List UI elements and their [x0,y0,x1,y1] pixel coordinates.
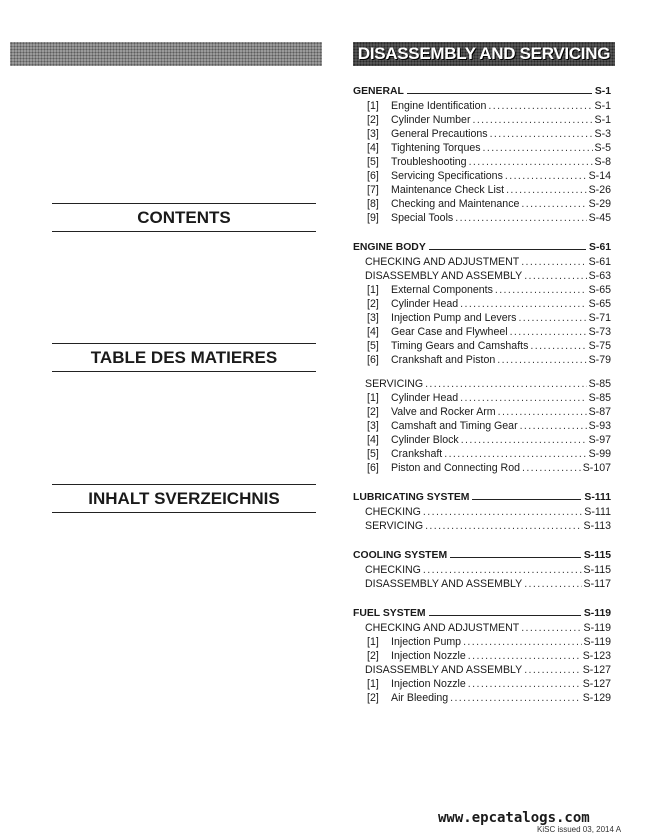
toc-entry-number: [2] [367,406,379,418]
toc-entry-text: General Precautions [391,128,488,140]
dot-leader [522,461,581,475]
toc-entry-label [365,621,519,635]
toc-entry-label [365,255,519,269]
toc-item-row[interactable] [353,649,611,663]
toc-entry-text: Timing Gears and Camshafts [391,340,529,352]
leader-line [407,84,592,94]
toc-entry-label [367,99,486,113]
toc-page-number: S-93 [588,420,611,432]
dot-leader [455,211,586,225]
toc-page-number: S-117 [583,578,611,590]
toc-entry-text: Crankshaft [391,448,443,460]
toc-entry-label [367,283,493,297]
toc-subsection [353,505,611,519]
table-des-matieres-heading: TABLE DES MATIERES [52,343,316,372]
toc-item-row[interactable] [353,405,611,419]
toc-entry-number: [6] [367,462,379,474]
toc-entry-number: [2] [367,650,379,662]
dot-leader [488,99,592,113]
toc-page-number: S-85 [588,392,611,404]
toc-entry-text: Valve and Rocker Arm [391,406,496,418]
toc-entry-number: [3] [367,312,379,324]
dot-leader [468,677,581,691]
toc-subsection [353,377,611,475]
toc-entry-text: Injection Nozzle [391,678,466,690]
toc-entry-label [367,353,495,367]
toc-item-row[interactable] [353,297,611,311]
toc-entry-label [353,240,426,255]
dot-leader [461,433,587,447]
decorative-gray-bar [10,42,322,66]
toc-entry-text: Injection Nozzle [391,650,466,662]
toc-entry-label [353,490,469,505]
toc-entry-number: [5] [367,156,379,168]
contents-heading: CONTENTS [52,203,316,232]
table-of-contents [353,84,611,720]
dot-leader [510,325,587,339]
toc-section [353,240,611,475]
toc-item-row[interactable] [353,113,611,127]
dot-leader [490,127,593,141]
dot-leader [423,563,582,577]
toc-entry-text: Engine Identification [391,100,487,112]
toc-entry-text: DISASSEMBLY AND ASSEMBLY [365,578,523,590]
toc-page-number: S-61 [588,256,611,268]
toc-subsection-row[interactable] [353,377,611,391]
dot-leader [472,113,592,127]
toc-entry-label [353,606,426,621]
toc-page-number: S-111 [584,506,611,518]
toc-page-number: S-75 [588,340,611,352]
toc-entry-label [365,269,522,283]
toc-entry-text: FUEL SYSTEM [353,608,426,619]
toc-page-number: S-26 [588,184,611,196]
dot-leader [521,621,581,635]
toc-item-row[interactable] [353,99,611,113]
toc-subsection [353,577,611,591]
toc-entry-text: DISASSEMBLY AND ASSEMBLY [365,270,523,282]
dot-leader [497,353,586,367]
toc-item-row[interactable] [353,325,611,339]
toc-entry-text: Cylinder Block [391,434,459,446]
toc-entry-number: [4] [367,142,379,154]
dot-leader [468,649,581,663]
toc-item-row[interactable] [353,311,611,325]
toc-page-number: S-1 [594,114,611,126]
toc-entry-number: [2] [367,298,379,310]
toc-entry-label [367,183,504,197]
toc-item-row[interactable] [353,339,611,353]
toc-subsection [353,255,611,269]
toc-entry-number: [3] [367,420,379,432]
toc-item-row[interactable] [353,461,611,475]
toc-entry-label [367,461,520,475]
toc-page-number: S-63 [588,270,611,282]
toc-item-row[interactable] [353,283,611,297]
toc-entry-number: [9] [367,212,379,224]
toc-item-row[interactable] [353,183,611,197]
toc-entry-text: External Components [391,284,493,296]
toc-entry-text: Air Bleeding [391,692,449,704]
toc-entry-number: [1] [367,636,379,648]
toc-page-number: S-115 [583,550,611,561]
toc-entry-label [367,447,442,461]
toc-entry-number: [4] [367,326,379,338]
toc-entry-label [367,297,458,311]
dot-leader [505,169,587,183]
dot-leader [506,183,587,197]
toc-page-number: S-127 [582,664,611,676]
toc-entry-number: [1] [367,392,379,404]
toc-page-number: S-8 [594,156,611,168]
toc-entry-label [367,211,453,225]
toc-entry-label [367,127,488,141]
dot-leader [524,577,581,591]
dot-leader [423,505,582,519]
toc-entry-text: CHECKING [365,564,421,576]
toc-item-row[interactable] [353,391,611,405]
toc-item-row[interactable] [353,197,611,211]
toc-entry-text: LUBRICATING SYSTEM [353,492,470,503]
toc-subsection [353,621,611,663]
toc-page-number: S-1 [594,86,611,97]
toc-page-number: S-71 [588,312,611,324]
toc-subsection-row[interactable] [353,269,611,283]
toc-entry-label [367,691,448,705]
toc-page-number: S-107 [582,462,611,474]
toc-entry-number: [6] [367,354,379,366]
toc-entry-text: Special Tools [391,212,454,224]
toc-page-number: S-45 [588,212,611,224]
toc-entry-label [365,519,423,533]
inhaltsverzeichnis-heading: INHALT SVERZEICHNIS [52,484,316,513]
toc-entry-number: [5] [367,448,379,460]
toc-entry-label [353,84,404,99]
toc-page-number: S-129 [582,692,611,704]
toc-entry-text: CHECKING AND ADJUSTMENT [365,622,520,634]
dot-leader [463,635,581,649]
toc-entry-number: [8] [367,198,379,210]
toc-page-number: S-127 [582,678,611,690]
toc-entry-text: Troubleshooting [391,156,467,168]
leader-line [429,240,586,250]
toc-entry-text: Servicing Specifications [391,170,503,182]
toc-item-row[interactable] [353,677,611,691]
toc-entry-label [367,113,470,127]
toc-page-number: S-85 [588,378,611,390]
toc-entry-text: Crankshaft and Piston [391,354,496,366]
toc-entry-text: ENGINE BODY [353,242,426,253]
toc-section [353,548,611,591]
toc-entry-text: Injection Pump [391,636,462,648]
section-banner-title: DISASSEMBLY AND SERVICING [357,44,611,63]
toc-section [353,606,611,705]
toc-entry-number: [2] [367,692,379,704]
toc-page-number: S-111 [584,492,611,503]
toc-entry-label [367,391,458,405]
dot-leader [521,197,586,211]
toc-entry-label [367,433,459,447]
dot-leader [460,391,586,405]
toc-page-number: S-119 [583,608,611,619]
toc-entry-label [365,505,421,519]
toc-page-number: S-65 [588,284,611,296]
dot-leader [518,311,586,325]
toc-entry-number: [3] [367,128,379,140]
toc-entry-text: Piston and Connecting Rod [391,462,520,474]
dot-leader [495,283,587,297]
toc-subsection-row[interactable] [353,663,611,677]
toc-item-row[interactable] [353,127,611,141]
toc-entry-label [367,649,466,663]
dot-leader [469,155,593,169]
toc-page-number: S-87 [588,406,611,418]
toc-page-number: S-3 [594,128,611,140]
toc-entry-label [367,141,481,155]
toc-entry-label [367,197,519,211]
dot-leader [444,447,586,461]
toc-entry-label [367,677,466,691]
toc-item-row[interactable] [353,155,611,169]
toc-subsection-row[interactable] [353,519,611,533]
leader-line [450,548,581,558]
toc-entry-number: [1] [367,678,379,690]
toc-page-number: S-65 [588,298,611,310]
toc-section [353,84,611,225]
toc-entry-number: [4] [367,434,379,446]
toc-subsection-row[interactable] [353,255,611,269]
dot-leader [530,339,586,353]
toc-entry-label [367,311,516,325]
dot-leader [483,141,593,155]
toc-page-number: S-61 [589,242,611,253]
toc-item-row[interactable] [353,211,611,225]
toc-entry-text: Cylinder Head [391,392,459,404]
toc-entry-label [367,325,508,339]
dot-leader [425,519,581,533]
toc-entry-number: [2] [367,114,379,126]
toc-page-number: S-5 [594,142,611,154]
toc-entry-text: Camshaft and Timing Gear [391,420,518,432]
toc-section-row[interactable] [353,606,611,621]
toc-entry-label [365,577,522,591]
leader-line [472,490,581,500]
toc-subsection-row[interactable] [353,505,611,519]
toc-page-number: S-123 [582,650,611,662]
section-banner [353,42,615,66]
dot-leader [520,419,587,433]
leader-line [429,606,581,616]
toc-entry-number: [5] [367,340,379,352]
toc-item-row[interactable] [353,691,611,705]
toc-page-number: S-1 [594,100,611,112]
toc-entry-label [353,548,447,563]
toc-subsection [353,663,611,705]
dot-leader [425,377,587,391]
toc-section-row[interactable] [353,548,611,563]
dot-leader [450,691,581,705]
toc-item-row[interactable] [353,419,611,433]
toc-subsection-row[interactable] [353,577,611,591]
toc-entry-label [367,635,461,649]
toc-entry-text: Tightening Torques [391,142,481,154]
toc-entry-text: CHECKING AND ADJUSTMENT [365,256,520,268]
toc-page-number: S-99 [588,448,611,460]
toc-section-row[interactable] [353,240,611,255]
dot-leader [521,255,586,269]
toc-entry-text: Injection Pump and Levers [391,312,517,324]
toc-entry-number: [7] [367,184,379,196]
toc-page-number: S-119 [583,622,611,634]
toc-subsection-row[interactable] [353,621,611,635]
toc-page-number: S-14 [588,170,611,182]
toc-entry-text: Gear Case and Flywheel [391,326,508,338]
toc-item-row[interactable] [353,169,611,183]
toc-section-row[interactable] [353,84,611,99]
toc-subsection [353,519,611,533]
toc-entry-label [365,377,423,391]
toc-item-row[interactable] [353,635,611,649]
toc-page-number: S-115 [583,564,611,576]
toc-entry-text: CHECKING [365,506,421,518]
toc-entry-number: [6] [367,170,379,182]
toc-page-number: S-113 [583,520,611,532]
dot-leader [524,269,586,283]
toc-entry-label [367,169,503,183]
toc-entry-label [367,155,467,169]
toc-item-row[interactable] [353,433,611,447]
toc-entry-text: COOLING SYSTEM [353,550,448,561]
toc-entry-text: SERVICING [365,520,424,532]
toc-page-number: S-79 [588,354,611,366]
toc-page-number: S-119 [583,636,611,648]
toc-subsection [353,563,611,577]
toc-entry-text: Cylinder Head [391,298,459,310]
footer-issue-note: KiSC issued 03, 2014 A [537,825,622,834]
toc-entry-label [367,405,496,419]
toc-entry-text: DISASSEMBLY AND ASSEMBLY [365,664,523,676]
toc-entry-number: [1] [367,284,379,296]
toc-entry-label [365,563,421,577]
toc-item-row[interactable] [353,447,611,461]
toc-subsection [353,269,611,367]
toc-entry-text: SERVICING [365,378,424,390]
dot-leader [460,297,586,311]
toc-item-row[interactable] [353,353,611,367]
toc-item-row[interactable] [353,141,611,155]
dot-leader [498,405,587,419]
toc-entry-text: Maintenance Check List [391,184,505,196]
toc-entry-label [367,419,518,433]
toc-page-number: S-97 [588,434,611,446]
toc-entry-label [367,339,528,353]
toc-page-number: S-29 [588,198,611,210]
toc-section-row[interactable] [353,490,611,505]
toc-subsection-row[interactable] [353,563,611,577]
toc-page-number: S-73 [588,326,611,338]
toc-section [353,490,611,533]
dot-leader [524,663,581,677]
toc-entry-text: Cylinder Number [391,114,471,126]
toc-entry-text: GENERAL [353,86,404,97]
footer-url[interactable]: www.epcatalogs.com [438,810,590,826]
toc-entry-label [365,663,522,677]
toc-entry-text: Checking and Maintenance [391,198,520,210]
toc-entry-number: [1] [367,100,379,112]
